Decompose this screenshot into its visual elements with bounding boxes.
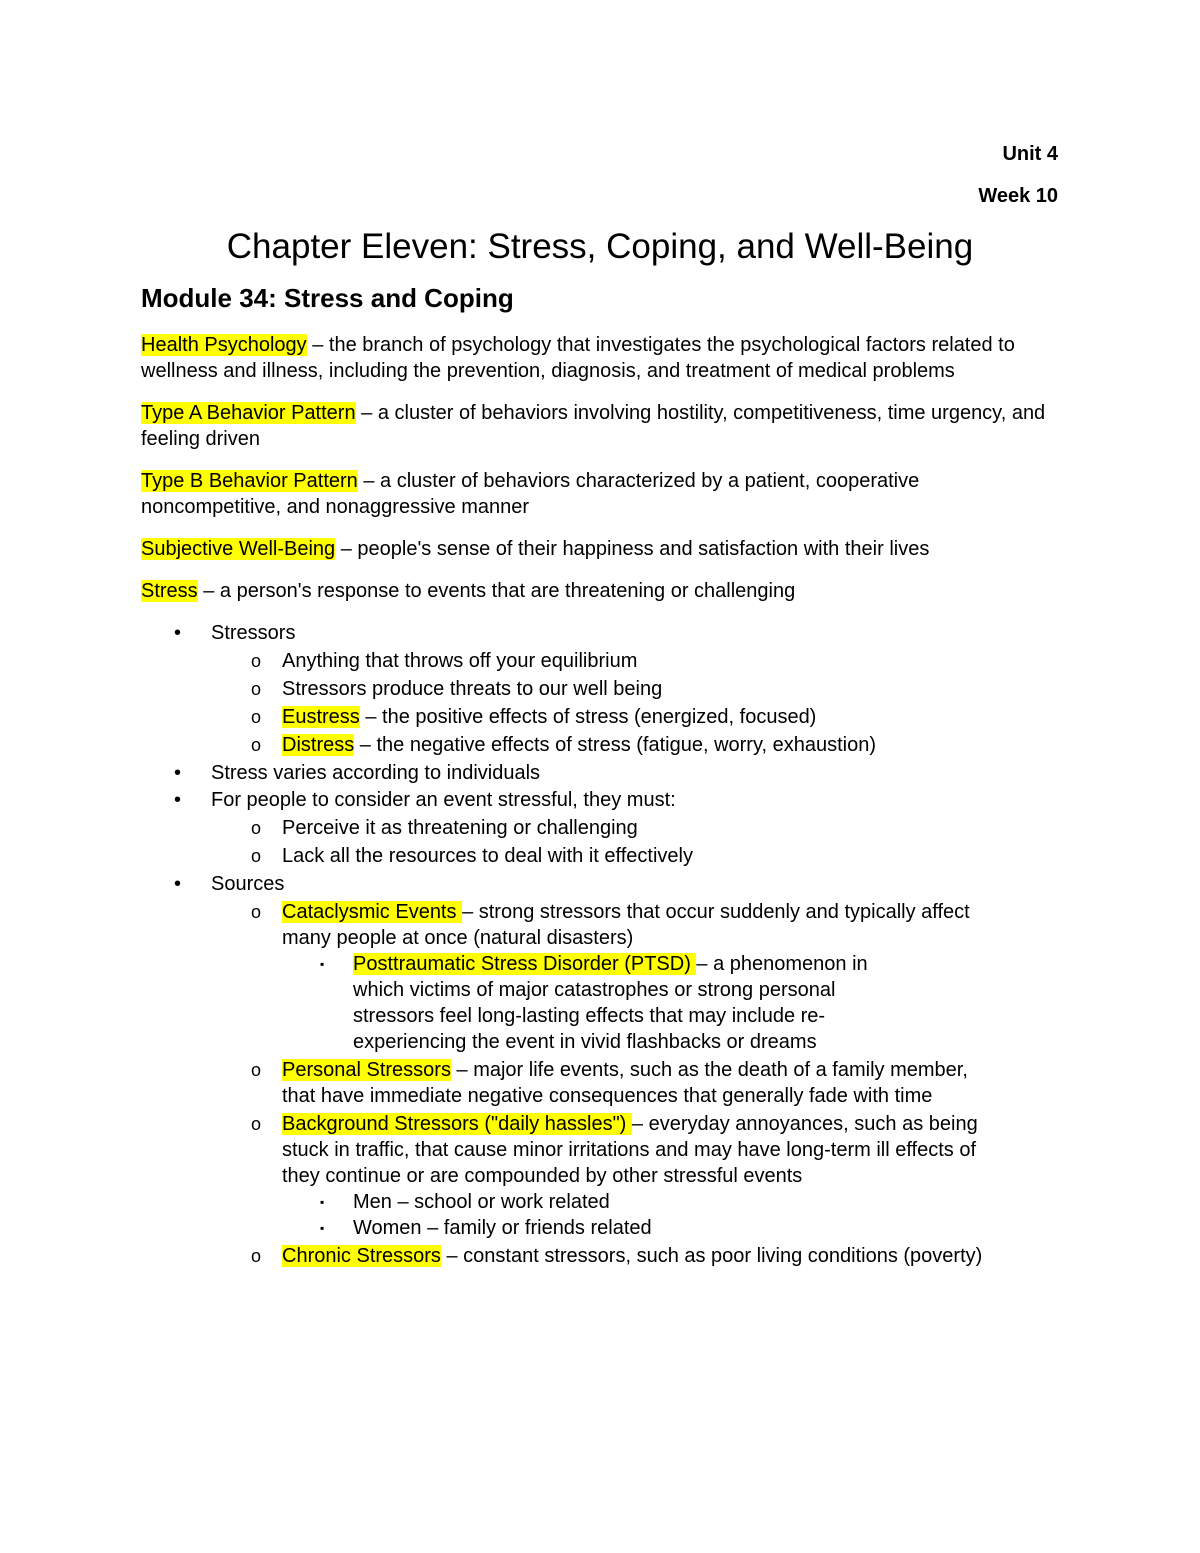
sub-list-item — [211, 676, 991, 702]
list-item-sources — [141, 871, 1061, 1269]
unit-label: Unit 4 — [1002, 143, 1058, 165]
term-highlight: Cataclysmic Events — [282, 901, 463, 923]
circle-bullet-icon: o — [251, 707, 262, 727]
list-item-label: Stressors — [211, 622, 296, 644]
sub-item-text: – the positive effects of stress (energized, focused) — [359, 706, 817, 728]
term-highlight: Personal Stressors — [282, 1059, 451, 1081]
term-highlight: Background Stressors ("daily hassles") — [282, 1113, 632, 1135]
week-label: Week 10 — [978, 185, 1058, 207]
list-item-label: Sources — [211, 873, 285, 895]
sub-item-text: Women – family or friends related — [353, 1217, 652, 1239]
sub-list-item-distress — [211, 732, 991, 758]
circle-bullet-icon: o — [251, 902, 262, 922]
list-item-consider — [141, 787, 1061, 869]
definition-subjective-well-being — [141, 536, 1061, 562]
sub-sub-list-item-men — [282, 1189, 920, 1215]
sub-item-text: – strong stressors that occur suddenly and typically affect many people at once (natural disasters) — [282, 901, 970, 949]
sub-item-text: Lack all the resources to deal with it effectively — [282, 845, 693, 867]
bullet-icon: • — [174, 622, 182, 644]
sub-sub-list — [282, 1189, 991, 1241]
sub-item-text: Men – school or work related — [353, 1191, 610, 1213]
sub-sub-list-item-ptsd — [282, 951, 920, 1055]
sub-list — [211, 648, 1061, 758]
module-title: Module 34: Stress and Coping — [141, 283, 514, 313]
sub-list-item — [211, 648, 991, 674]
sub-list-item-eustress — [211, 704, 991, 730]
term-highlight: Health Psychology — [141, 334, 307, 356]
sub-item-text: – major life events, such as the death of a family member, that have immediate negative consequences that generally fade with time — [282, 1059, 968, 1107]
bullet-icon: • — [174, 762, 182, 784]
circle-bullet-icon: o — [251, 846, 262, 866]
term-highlight: Distress — [282, 734, 355, 756]
term-highlight: Type A Behavior Pattern — [141, 402, 356, 424]
circle-bullet-icon: o — [251, 818, 262, 838]
circle-bullet-icon: o — [251, 1060, 262, 1080]
definition-text: – a cluster of behaviors involving hostility, competitiveness, time urgency, and feeling driven — [141, 402, 1046, 450]
list-item-stressors — [141, 620, 1061, 758]
list-item-varies — [141, 760, 1061, 786]
square-bullet-icon: ▪ — [320, 957, 325, 971]
circle-bullet-icon: o — [251, 679, 262, 699]
stress-bullet-list — [141, 620, 1061, 1269]
list-item-label: Stress varies according to individuals — [211, 762, 541, 784]
circle-bullet-icon: o — [251, 735, 262, 755]
sub-list-item-personal — [211, 1057, 991, 1109]
circle-bullet-icon: o — [251, 1246, 262, 1266]
sub-list — [211, 899, 1061, 1269]
definition-stress — [141, 578, 1061, 604]
square-bullet-icon: ▪ — [320, 1221, 325, 1235]
definition-health-psychology — [141, 332, 1061, 384]
term-highlight: Subjective Well-Being — [141, 538, 336, 560]
sub-list-item — [211, 843, 991, 869]
square-bullet-icon: ▪ — [320, 1195, 325, 1209]
definition-text: – people's sense of their happiness and satisfaction with their lives — [335, 538, 930, 560]
sub-list-item-cataclysmic — [211, 899, 991, 1055]
term-highlight: Type B Behavior Pattern — [141, 470, 358, 492]
term-highlight: Eustress — [282, 706, 360, 728]
circle-bullet-icon: o — [251, 651, 262, 671]
circle-bullet-icon: o — [251, 1114, 262, 1134]
definition-type-a — [141, 400, 1061, 452]
sub-item-text: – a phenomenon in which victims of major catastrophes or strong personal stressors feel long-lasting effects that may include re-experiencing the event in vivid flashbacks or dreams — [353, 953, 868, 1053]
sub-list-item-background — [211, 1111, 991, 1241]
definition-text: – the branch of psychology that investigates the psychological factors related to wellness and illness, including the prevention, diagnosis, and treatment of medical problems — [141, 334, 1015, 382]
term-highlight: Posttraumatic Stress Disorder (PTSD) — [353, 953, 697, 975]
term-highlight: Stress — [141, 580, 198, 602]
definition-text: – a person's response to events that are threatening or challenging — [197, 580, 796, 602]
sub-list — [211, 815, 1061, 869]
sub-item-text: Perceive it as threatening or challenging — [282, 817, 638, 839]
list-item-label: For people to consider an event stressful, they must: — [211, 789, 676, 811]
sub-item-text: – the negative effects of stress (fatigue, worry, exhaustion) — [354, 734, 876, 756]
sub-list-item — [211, 815, 991, 841]
sub-sub-list-item-women — [282, 1215, 920, 1241]
chapter-title: Chapter Eleven: Stress, Coping, and Well-Being — [226, 227, 974, 266]
sub-item-text: Stressors produce threats to our well being — [282, 678, 663, 700]
sub-item-text: Anything that throws off your equilibrium — [282, 650, 638, 672]
sub-sub-list — [282, 951, 991, 1055]
definition-type-b — [141, 468, 1061, 520]
bullet-icon: • — [174, 789, 182, 811]
sub-item-text: – everyday annoyances, such as being stuck in traffic, that cause minor irritations and may have long-term ill effects of they continue or are compounded by other stressful events — [282, 1113, 978, 1187]
sub-list-item-chronic — [211, 1243, 991, 1269]
bullet-icon: • — [174, 873, 182, 895]
document-body — [141, 332, 1061, 1271]
definition-text: – a cluster of behaviors characterized by a patient, cooperative noncompetitive, and nonaggressive manner — [141, 470, 920, 518]
term-highlight: Chronic Stressors — [282, 1245, 441, 1267]
sub-item-text: – constant stressors, such as poor living conditions (poverty) — [440, 1245, 983, 1267]
